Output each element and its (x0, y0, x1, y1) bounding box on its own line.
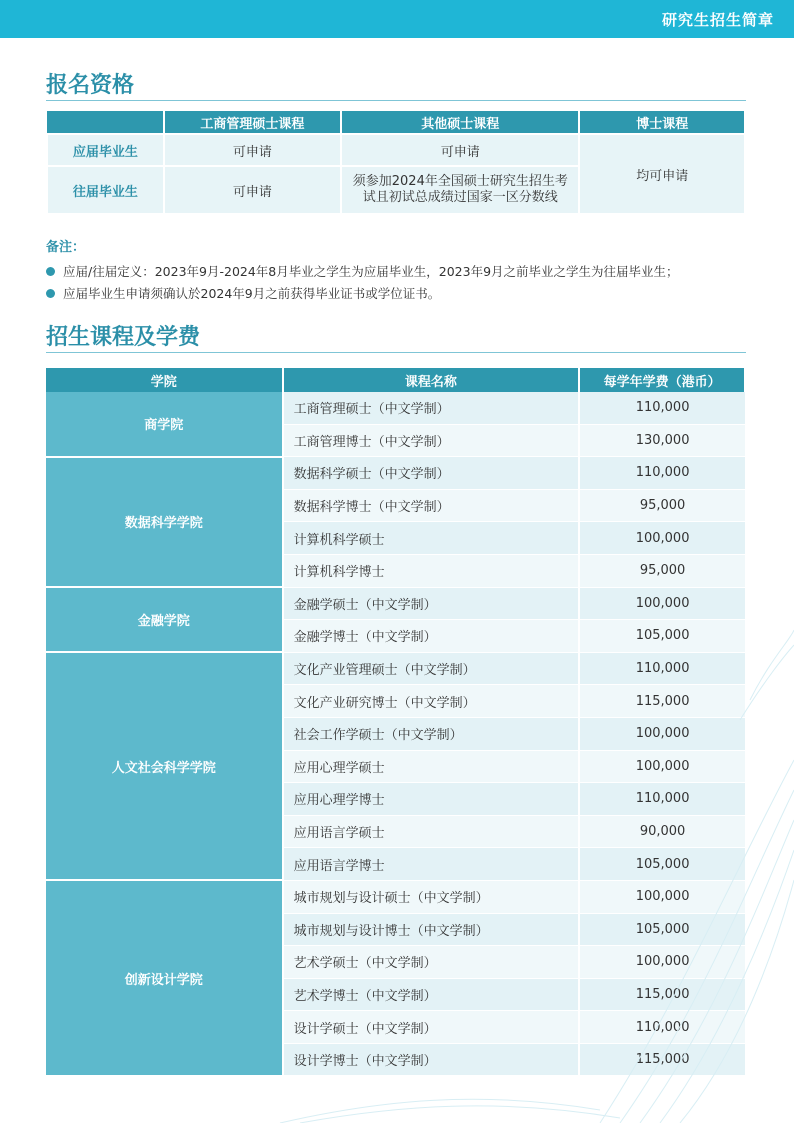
course-name-cell: 文化产业管理硕士（中文学制） (283, 652, 580, 685)
tuition-fee-cell: 115,000 (579, 1043, 745, 1076)
course-name-cell: 应用心理学硕士 (283, 750, 580, 783)
tuition-fee-cell: 105,000 (579, 848, 745, 881)
note-text: 应届/往届定义：2023年9月-2024年8月毕业之学生为应届毕业生，2023年9月之前毕业之学生为往届毕业生； (63, 264, 679, 279)
tuition-fee-cell: 115,000 (579, 685, 745, 718)
mba-cell: 可申请 (164, 134, 341, 166)
school-cell: 金融学院 (46, 587, 283, 652)
row-label: 往届毕业生 (47, 166, 164, 214)
note-text: 应届毕业生申请须确认於2024年9月之前获得毕业证书或学位证书。 (63, 286, 441, 301)
mba-cell: 可申请 (164, 166, 341, 214)
course-name-cell: 应用语言学硕士 (283, 815, 580, 848)
course-name-cell: 金融学博士（中文学制） (283, 620, 580, 653)
tuition-fee-cell: 95,000 (579, 489, 745, 522)
column-header: 其他硕士课程 (341, 111, 579, 134)
course-name-cell: 城市规划与设计硕士（中文学制） (283, 880, 580, 913)
table-row (46, 652, 745, 685)
divider (46, 100, 746, 101)
tuition-fee-cell: 110,000 (579, 1011, 745, 1044)
eligibility-title: 报名资格 (46, 73, 135, 98)
eligibility-table (46, 111, 746, 215)
table-row (46, 880, 745, 913)
programs-title: 招生课程及学费 (46, 325, 201, 350)
tuition-fee-cell: 110,000 (579, 783, 745, 816)
tuition-fee-cell: 130,000 (579, 424, 745, 457)
course-name-cell: 工商管理博士（中文学制） (283, 424, 580, 457)
tuition-fee-cell: 105,000 (579, 913, 745, 946)
tuition-fee-cell: 90,000 (579, 815, 745, 848)
course-name-cell: 艺术学博士（中文学制） (283, 978, 580, 1011)
course-name-cell: 数据科学硕士（中文学制） (283, 457, 580, 490)
note-item (46, 284, 440, 302)
course-name-cell: 设计学硕士（中文学制） (283, 1011, 580, 1044)
tuition-fee-cell: 110,000 (579, 457, 745, 490)
bullet-icon (46, 267, 55, 276)
tuition-fee-cell: 110,000 (579, 652, 745, 685)
tuition-fee-cell: 100,000 (579, 880, 745, 913)
column-header: 课程名称 (283, 368, 580, 392)
course-name-cell: 设计学博士（中文学制） (283, 1043, 580, 1076)
tuition-fee-cell: 100,000 (579, 587, 745, 620)
column-header: 工商管理硕士课程 (164, 111, 341, 134)
course-name-cell: 应用心理学博士 (283, 783, 580, 816)
other-master-cell: 须参加2024年全国硕士研究生招生考试且初试总成绩过国家一区分数线 (341, 166, 579, 214)
top-banner (0, 0, 794, 38)
note-item (46, 262, 679, 280)
school-cell: 商学院 (46, 392, 283, 457)
course-name-cell: 社会工作学硕士（中文学制） (283, 717, 580, 750)
tuition-fee-cell: 100,000 (579, 750, 745, 783)
table-row (46, 392, 745, 424)
course-name-cell: 计算机科学硕士 (283, 522, 580, 555)
programs-table (46, 368, 746, 1077)
other-master-cell: 可申请 (341, 134, 579, 166)
course-name-cell: 艺术学硕士（中文学制） (283, 946, 580, 979)
course-name-cell: 文化产业研究博士（中文学制） (283, 685, 580, 718)
tuition-fee-cell: 95,000 (579, 554, 745, 587)
tuition-fee-cell: 110,000 (579, 392, 745, 424)
tuition-fee-cell: 100,000 (579, 522, 745, 555)
table-row (46, 587, 745, 620)
row-label: 应届毕业生 (47, 134, 164, 166)
course-name-cell: 工商管理硕士（中文学制） (283, 392, 580, 424)
divider (46, 352, 746, 353)
school-cell: 数据科学学院 (46, 457, 283, 587)
notes-label: 备注： (46, 240, 86, 255)
school-cell: 人文社会科学学院 (46, 652, 283, 880)
column-header (47, 111, 164, 134)
course-name-cell: 城市规划与设计博士（中文学制） (283, 913, 580, 946)
phd-cell: 均可申请 (579, 134, 745, 214)
tuition-fee-cell: 100,000 (579, 946, 745, 979)
column-header: 每学年学费（港币） (579, 368, 745, 392)
school-cell: 创新设计学院 (46, 880, 283, 1076)
tuition-fee-cell: 100,000 (579, 717, 745, 750)
table-row (46, 457, 745, 490)
course-name-cell: 金融学硕士（中文学制） (283, 587, 580, 620)
course-name-cell: 应用语言学博士 (283, 848, 580, 881)
column-header: 学院 (46, 368, 283, 392)
brochure-title: 研究生招生简章 (661, 11, 774, 29)
course-name-cell: 数据科学博士（中文学制） (283, 489, 580, 522)
tuition-fee-cell: 115,000 (579, 978, 745, 1011)
tuition-fee-cell: 105,000 (579, 620, 745, 653)
column-header: 博士课程 (579, 111, 745, 134)
bullet-icon (46, 289, 55, 298)
course-name-cell: 计算机科学博士 (283, 554, 580, 587)
